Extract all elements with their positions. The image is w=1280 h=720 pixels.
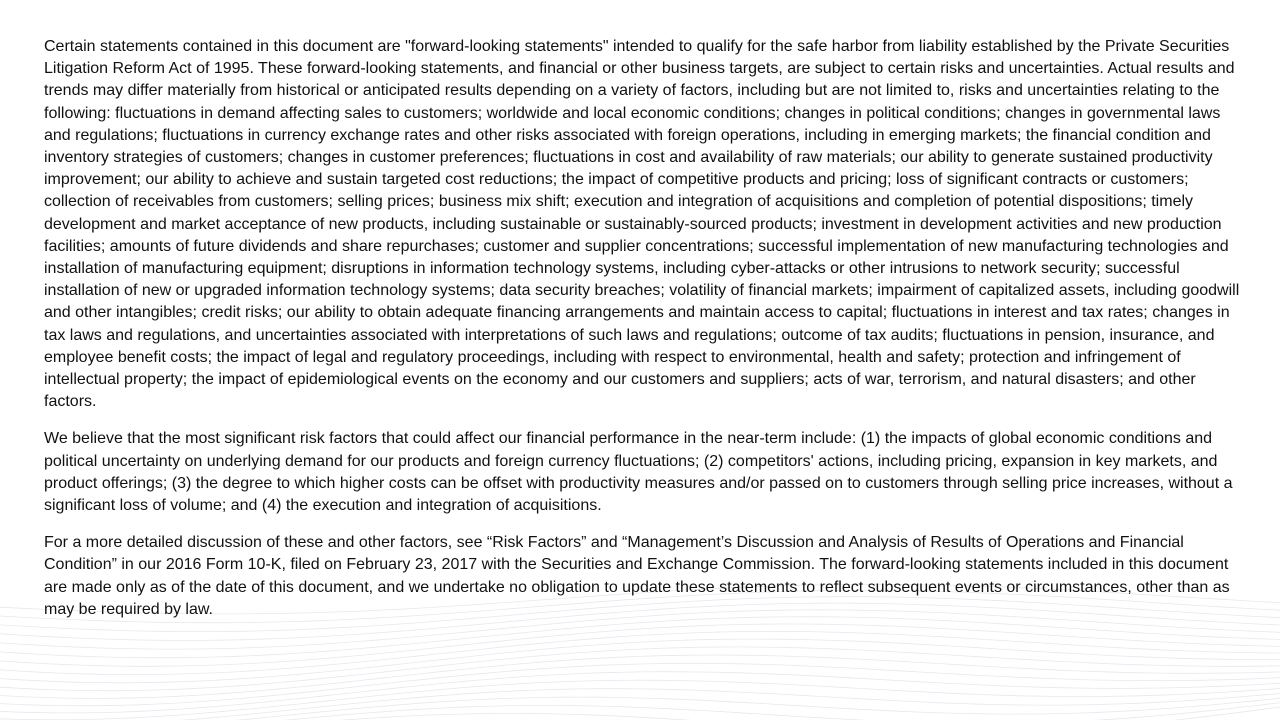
wave-line [0, 689, 1280, 720]
forward-looking-statements-paragraph: Certain statements contained in this document are "forward-looking statements" intended to qualify for the safe harbor from liability established by the Private Securities Litigation Reform Act of 1995. These forward-looking statements, and financial or other business targets, are subject to certain risks and uncertainties. Actual results and trends may differ materially from historical or anticipated results depending on a variety of factors, including but are not limited to, risks and uncertainties relating to the following: fluctuations in demand affecting sales to customers; worldwide and local economic conditions; changes in political conditions; changes in governmental laws and regulations; fluctuations in currency exchange rates and other risks associated with foreign operations, including in emerging markets; the financial condition and inventory strategies of customers; changes in customer preferences; fluctuations in cost and availability of raw materials; our ability to generate sustained productivity improvement; our ability to achieve and sustain targeted cost reductions; the impact of competitive products and pricing; loss of significant contracts or customers; collection of receivables from customers; selling prices; business mix shift; execution and integration of acquisitions and completion of potential dispositions; timely development and market acceptance of new products, including sustainable or sustainably-sourced products; investment in development activities and new production facilities; amounts of future dividends and share repurchases; customer and supplier concentrations; successful implementation of new manufacturing technologies and installation of manufacturing equipment; disruptions in information technology systems, including cyber-attacks or other intrusions to network security; successful installation of new or upgraded information technology systems; data security breaches; volatility of financial markets; impairment of capitalized assets, including goodwill and other intangibles; credit risks; our ability to obtain adequate financing arrangements and maintain access to capital; fluctuations in interest and tax rates; changes in tax laws and regulations, and uncertainties associated with interpretations of such laws and regulations; outcome of tax audits; fluctuations in pension, insurance, and employee benefit costs; the impact of legal and regulatory proceedings, including with respect to environmental, health and safety; protection and infringement of intellectual property; the impact of epidemiological events on the economy and our customers and suppliers; acts of war, terrorism, and natural disasters; and other factors. [44, 38, 1240, 411]
disclaimer-text-block [44, 36, 1240, 636]
wave-line [0, 639, 1280, 683]
wave-line [0, 696, 1280, 720]
wave-line [0, 705, 1280, 720]
further-discussion-paragraph: For a more detailed discussion of these and other factors, see “Risk Factors” and “Management’s Discussion and Analysis of Results of Operations and Financial Condition” in our 2016 Form 10-K, filed on February 23, 2017 with the Securities and Exchange Commission. The forward-looking statements included in this document are made only as of the date of this document, and we undertake no obligation to update these statements to reflect subsequent events or circumstances, other than as may be required by law. [44, 534, 1230, 618]
significant-risk-factors-paragraph: We believe that the most significant risk factors that could affect our financial performance in the near-term include: (1) the impacts of global economic conditions and political uncertainty on underlying demand for our products and foreign currency fluctuations; (2) competitors' actions, including pricing, expansion in key markets, and product offerings; (3) the degree to which higher costs can be offset with productivity measures and/or passed on to customers through selling price increases, without a significant loss of volume; and (4) the execution and integration of acquisitions. [44, 430, 1233, 515]
wave-line [0, 647, 1280, 691]
wave-line [0, 672, 1280, 713]
wave-line [0, 663, 1280, 706]
wave-line [0, 631, 1280, 674]
wave-line [0, 655, 1280, 698]
wave-line [0, 680, 1280, 720]
wave-line [0, 700, 1280, 720]
